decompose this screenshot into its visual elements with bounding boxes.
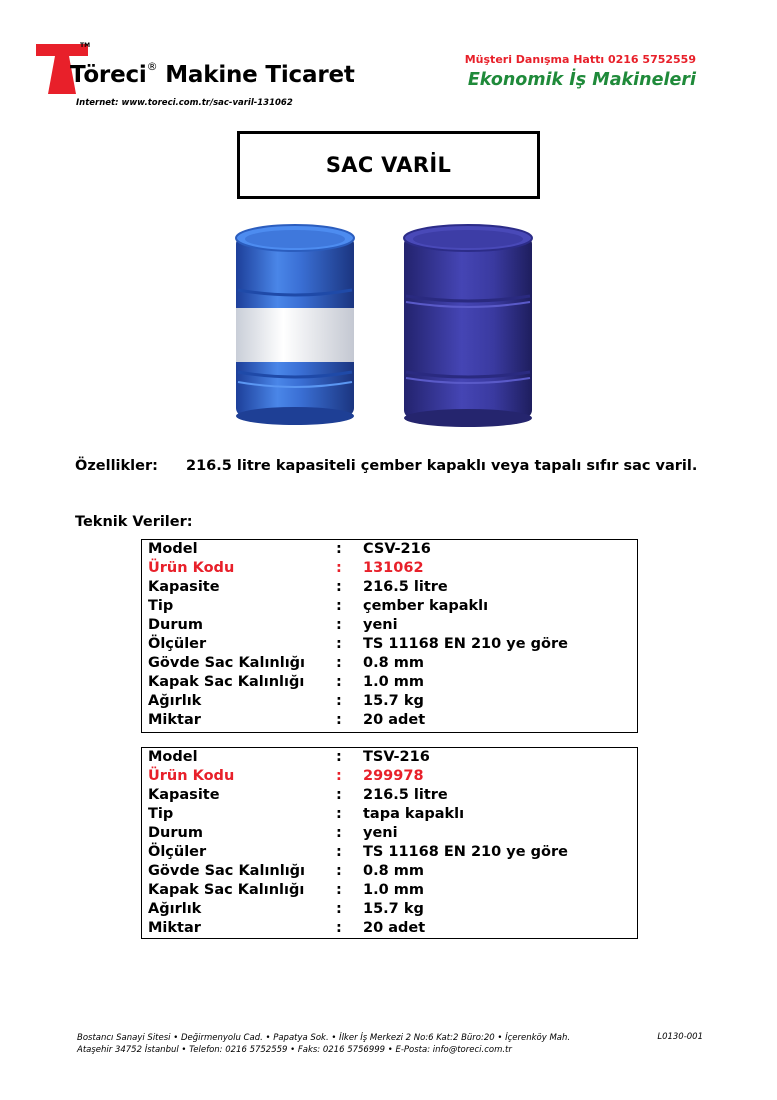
spec-row-model — [142, 749, 637, 768]
spec-table-tsv-216 — [141, 747, 638, 939]
spec-colon: : — [336, 920, 342, 936]
spec-key: Kapak Sac Kalınlığı — [148, 882, 305, 898]
spec-row-weight — [142, 901, 637, 920]
spec-row-condition — [142, 825, 637, 844]
spec-row-weight — [142, 693, 637, 712]
spec-row-product-code — [142, 560, 637, 579]
document-code: L0130-001 — [657, 1032, 703, 1042]
spec-colon: : — [336, 768, 342, 784]
features-text: 216.5 litre kapasiteli çember kapaklı veya tapalı sıfır sac varil. — [186, 458, 698, 474]
brand-rest: Makine Ticaret — [165, 62, 355, 88]
registered-mark: ® — [146, 60, 158, 73]
spec-key: Durum — [148, 825, 203, 841]
spec-key: Ölçüler — [148, 636, 207, 652]
spec-row-capacity — [142, 579, 637, 598]
spec-colon: : — [336, 882, 342, 898]
spec-key: Ürün Kodu — [148, 560, 235, 576]
spec-colon: : — [336, 579, 342, 595]
left-barrel — [236, 225, 354, 425]
spec-value: yeni — [363, 825, 398, 841]
spec-key: Kapasite — [148, 787, 220, 803]
page-title: SAC VARİL — [325, 153, 452, 177]
spec-value: çember kapaklı — [363, 598, 489, 614]
spec-colon: : — [336, 863, 342, 879]
spec-colon: : — [336, 598, 342, 614]
company-slogan: Ekonomik İş Makineleri — [467, 70, 696, 90]
spec-row-quantity — [142, 712, 637, 731]
spec-colon: : — [336, 617, 342, 633]
spec-colon: : — [336, 749, 342, 765]
brand-name: Töreci — [70, 62, 147, 88]
spec-colon: : — [336, 693, 342, 709]
spec-value: TS 11168 EN 210 ye göre — [363, 844, 568, 860]
spec-key: Miktar — [148, 920, 201, 936]
spec-value: 20 adet — [363, 712, 426, 728]
spec-key: Ağırlık — [148, 901, 202, 917]
spec-value: 131062 — [363, 560, 424, 576]
spec-value: yeni — [363, 617, 398, 633]
spec-colon: : — [336, 844, 342, 860]
technical-data-title: Teknik Veriler: — [75, 514, 193, 530]
spec-row-dimensions — [142, 636, 637, 655]
spec-table-csv-216 — [141, 539, 638, 733]
page-title-box — [237, 131, 540, 199]
spec-key: Model — [148, 541, 198, 557]
footer-line-1: Bostancı Sanayi Sitesi • Değirmenyolu Cad. • Papatya Sok. • İlker İş Merkezi 2 No:6 Kat:2 Büro:20 • İçerenköy Mah. — [77, 1033, 571, 1043]
spec-row-capacity — [142, 787, 637, 806]
spec-value: 20 adet — [363, 920, 426, 936]
spec-value: 216.5 litre — [363, 787, 448, 803]
spec-row-body-thickness — [142, 863, 637, 882]
spec-value: 216.5 litre — [363, 579, 448, 595]
footer-line-2: Ataşehir 34752 İstanbul • Telefon: 0216 5752559 • Faks: 0216 5756999 • E-Posta: info@toreci.com.tr — [77, 1045, 512, 1055]
spec-key: Ürün Kodu — [148, 768, 235, 784]
spec-row-lid-thickness — [142, 674, 637, 693]
spec-key: Ölçüler — [148, 844, 207, 860]
spec-colon: : — [336, 560, 342, 576]
right-barrel — [404, 225, 532, 427]
spec-key: Kapak Sac Kalınlığı — [148, 674, 305, 690]
spec-row-lid-thickness — [142, 882, 637, 901]
spec-colon: : — [336, 787, 342, 803]
spec-row-condition — [142, 617, 637, 636]
spec-value: CSV-216 — [363, 541, 431, 557]
website-url: Internet: www.toreci.com.tr/sac-varil-131062 — [76, 98, 293, 108]
spec-value: TSV-216 — [363, 749, 430, 765]
spec-key: Gövde Sac Kalınlığı — [148, 863, 306, 879]
spec-colon: : — [336, 825, 342, 841]
spec-row-product-code — [142, 768, 637, 787]
spec-colon: : — [336, 674, 342, 690]
spec-row-quantity — [142, 920, 637, 939]
spec-row-dimensions — [142, 844, 637, 863]
spec-value: 1.0 mm — [363, 674, 424, 690]
spec-key: Ağırlık — [148, 693, 202, 709]
spec-row-model — [142, 541, 637, 560]
spec-row-type — [142, 806, 637, 825]
features-label: Özellikler: — [75, 458, 158, 474]
trademark-mark: TM — [80, 42, 91, 49]
spec-colon: : — [336, 655, 342, 671]
spec-key: Gövde Sac Kalınlığı — [148, 655, 306, 671]
spec-row-body-thickness — [142, 655, 637, 674]
spec-key: Durum — [148, 617, 203, 633]
spec-row-type — [142, 598, 637, 617]
spec-colon: : — [336, 806, 342, 822]
spec-colon: : — [336, 541, 342, 557]
spec-key: Model — [148, 749, 198, 765]
spec-key: Tip — [148, 806, 174, 822]
spec-value: 0.8 mm — [363, 863, 424, 879]
spec-key: Miktar — [148, 712, 201, 728]
spec-colon: : — [336, 712, 342, 728]
product-image — [210, 222, 560, 430]
spec-key: Kapasite — [148, 579, 220, 595]
spec-value: tapa kapaklı — [363, 806, 465, 822]
footer-address — [77, 1032, 570, 1056]
spec-value: 15.7 kg — [363, 901, 424, 917]
company-name — [70, 62, 355, 88]
spec-value: 1.0 mm — [363, 882, 424, 898]
spec-colon: : — [336, 636, 342, 652]
spec-value: 15.7 kg — [363, 693, 424, 709]
customer-hotline: Müşteri Danışma Hattı 0216 5752559 — [464, 53, 696, 66]
spec-value: TS 11168 EN 210 ye göre — [363, 636, 568, 652]
spec-value: 0.8 mm — [363, 655, 424, 671]
spec-key: Tip — [148, 598, 174, 614]
spec-value: 299978 — [363, 768, 424, 784]
spec-colon: : — [336, 901, 342, 917]
